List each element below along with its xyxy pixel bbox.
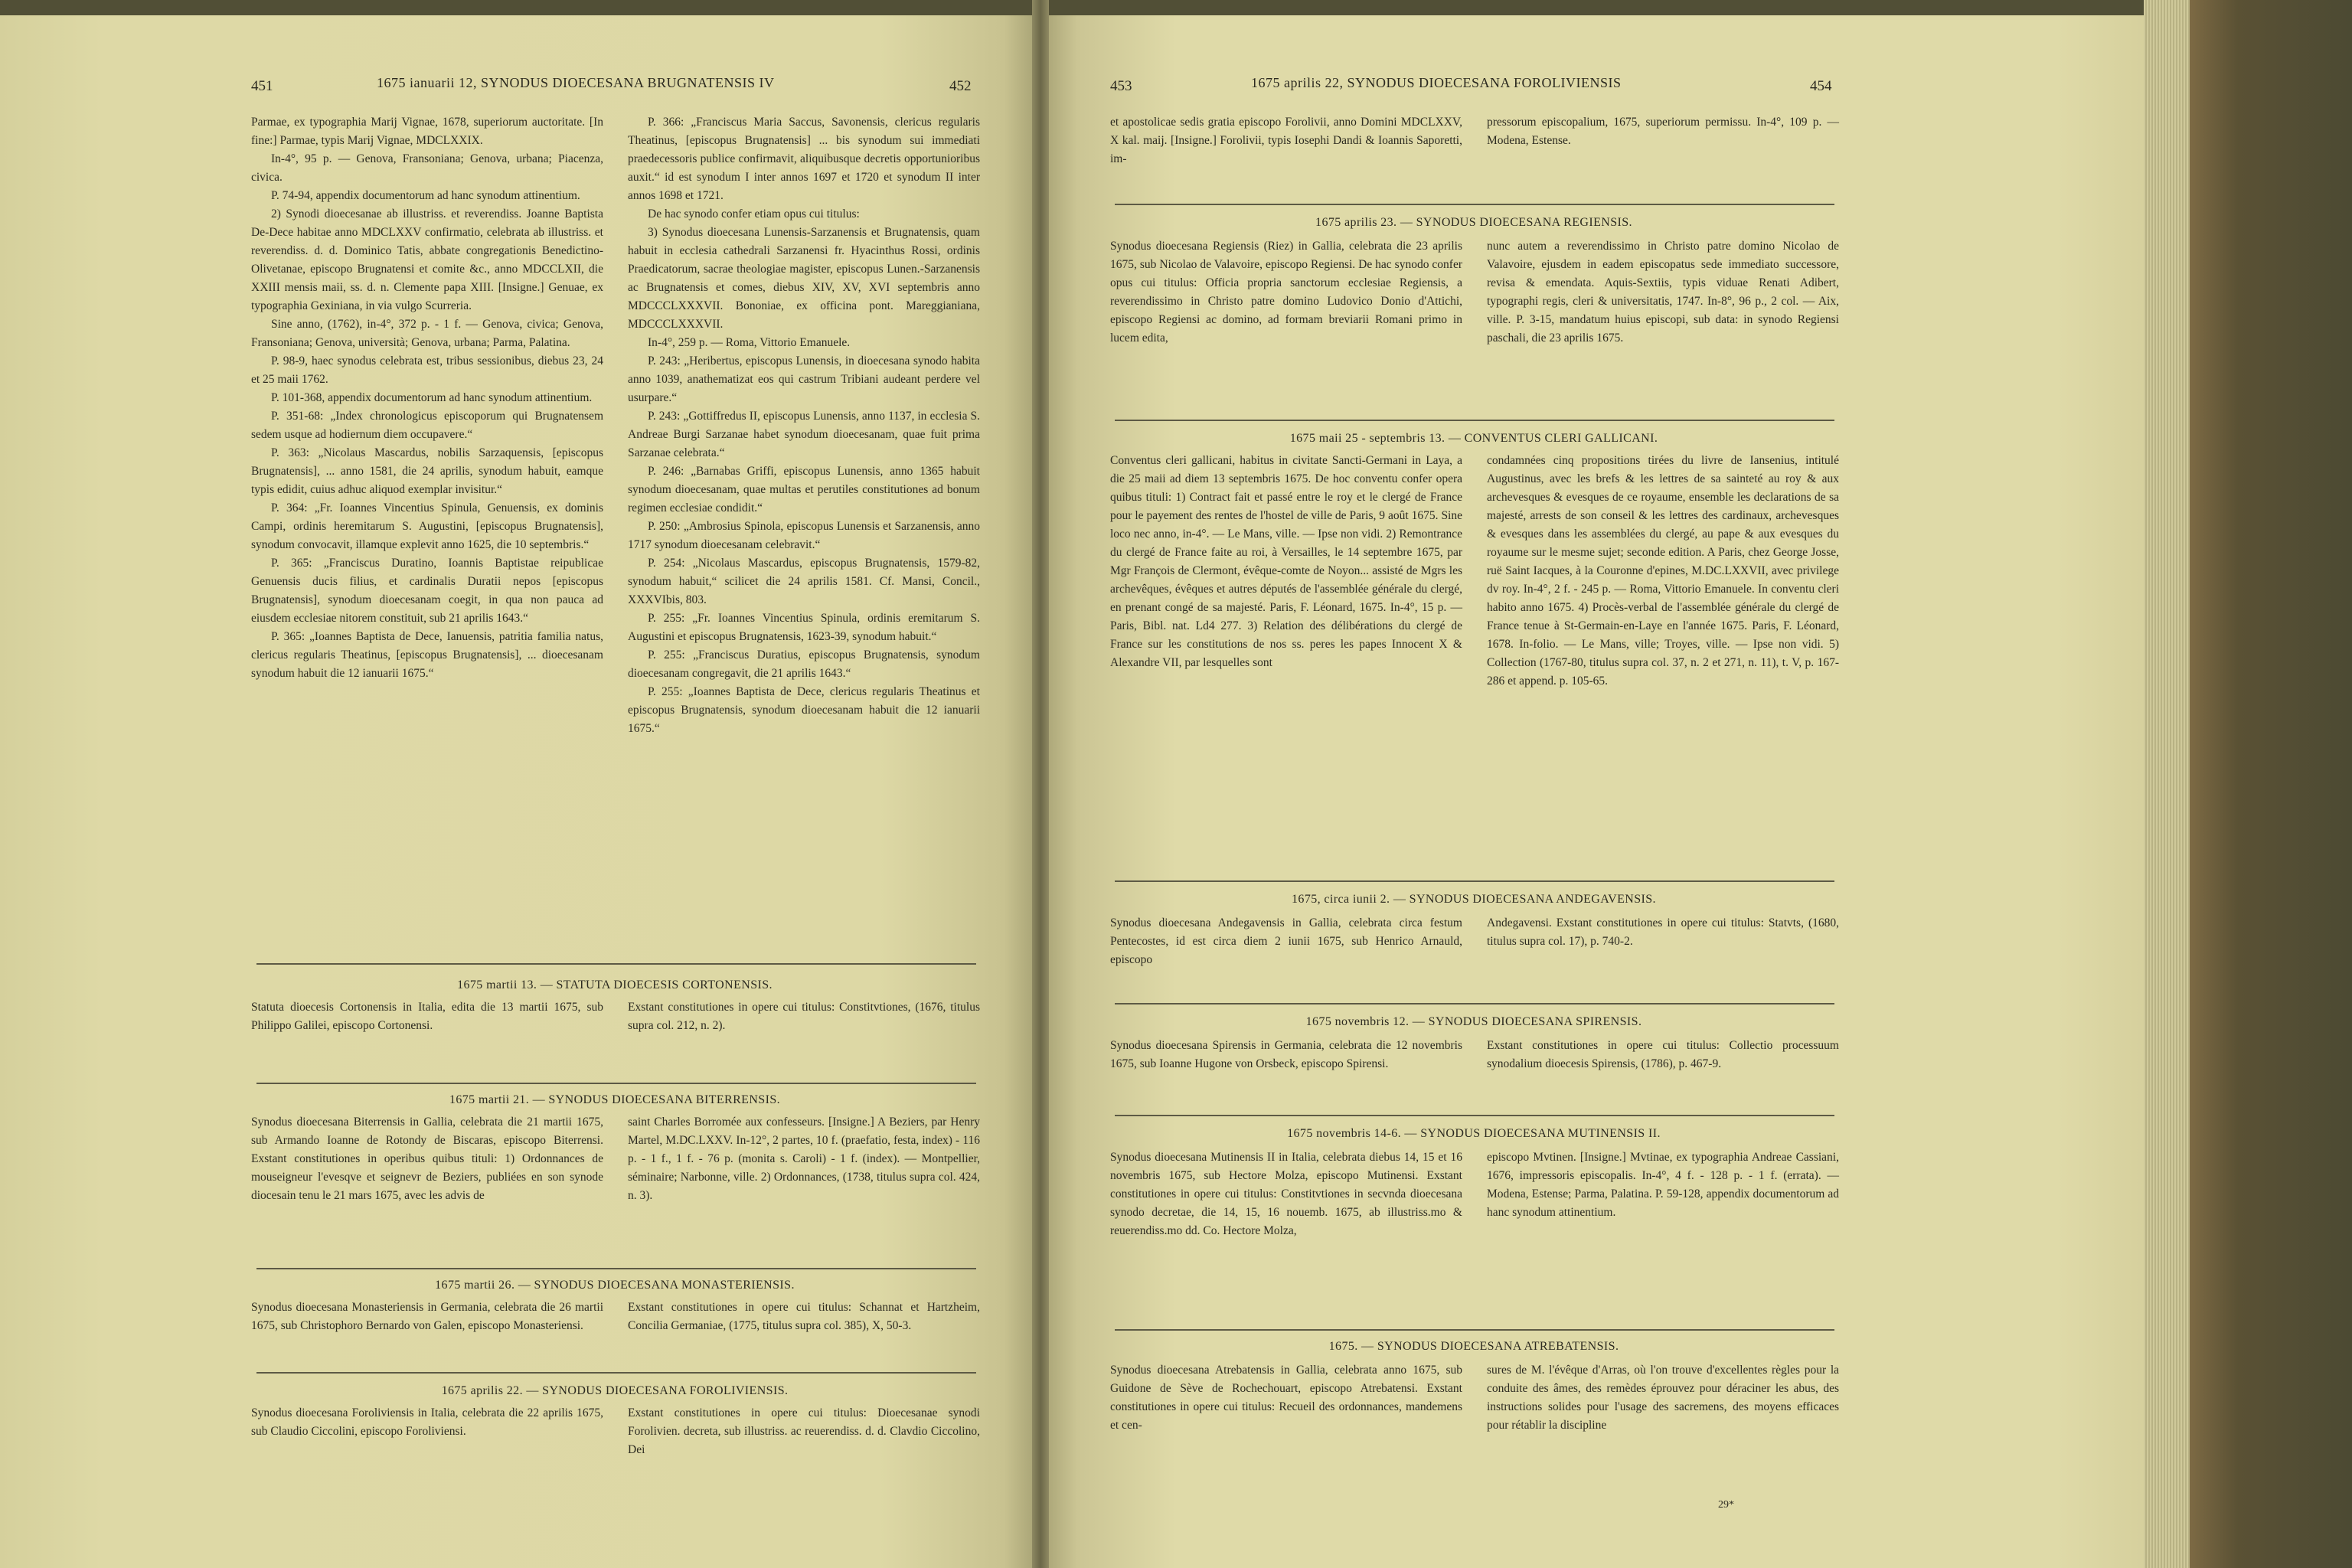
section-gallicani-b: condamnées cinq propositions tirées du livre de Iansenius, intitulé Augustinus, avec les brefs & les lettres de sa sainteté au roy & aux archevesques & evesques de ce royaume, ensemble les declarations de sa majesté, arrests de son conseil & les lettres des cardinaux, archevesques & evesques dans les assemblées du clergé, au pape & aux evesques du royaume sur le mesme sujet; seconde edition. A Paris, chez George Josse, ruë Saint Iacques, à la Couronne d'epines, M.DC.LXXVII, avec privilege dv roy. In-4°, 2 f. - 245 p. — Roma, Vittorio Emanuele. In conventu cleri habito anno 1675. 4) Procès-verbal de l'assemblée générale du clergé de France tenue à St-Germain-en-Laye en l'année 1675. Paris, F. Léonard, 1678. In-folio. — Le Mans, ville; Troyes, ville. — Ipse non vidi. 5) Collection (1767-80, titulus supra col. 37, n. 2 et 271, n. 11), t. V, p. 167-286 et append. p. 105-65. [1487,454,1839,688]
section-biterrensis-a: Synodus dioecesana Biterrensis in Gallia, celebrata die 21 martii 1675, sub Armando Ioanne de Rotondy de Biscaras, episcopo Biterrensi. Exstant constitutiones in operibus quibus tituli: 1) Ordonnances de mouseigneur l'evesqve et seignevr de Beziers, publiées en son synode diocesain tenu le 21 mars 1675, avec les advis de [251,1116,603,1202]
section-rule [1115,880,1834,882]
paragraph: P. 366: „Franciscus Maria Saccus, Savonensis, clericus regularis Theatinus, [episcopus Brugnatensis] ... bis synodum sui immediati praedecessoris publice confirmavit, aliquibusque decretis opportunioribus auxit.“ id est synodum I inter annos 1697 et 1720 et synodum II inter annos 1698 et 1721. [628,116,980,202]
section-heading-foroliviensis: 1675 aprilis 22. — SYNODUS DIOECESANA FOROLIVIENSIS. [441,1384,789,1397]
section-heading-spirensis: 1675 novembris 12. — SYNODUS DIOECESANA SPIRENSIS. [1305,1015,1642,1028]
section-monasteriensis-a: Synodus dioecesana Monasteriensis in Germania, celebrata die 26 martii 1675, sub Christophoro Bernardo von Galen, episcopo Monasteriensi. [251,1301,603,1332]
section-andegavensis-a: Synodus dioecesana Andegavensis in Gallia, celebrata circa festum Pentecostes, id est circa diem 2 iunii 1675, sub Henrico Arnauld, episcopo [1110,916,1462,966]
book-cover-edge [2190,0,2352,1568]
section-gallicani-a: Conventus cleri gallicani, habitus in civitate Sancti-Germani in Laya, a die 25 maii ad diem 13 septembris 1675. De hoc conventu confer opera quibus tituli: 1) Contract fait et passé entre le roy et le clergé de France pour le payement des rentes de l'hostel de ville de Paris, 9 août 1675. Sine loco nec anno, in-4°. — Le Mans, ville. — Ipse non vidi. 2) Remontrance du clergé de France faite au roi, à Versailles, le 14 septembre 1675, par Mgr François de Clermont, évêque-comte de Noyon... assisté de Mgrs les archevêques, évêques et autres députés de l'assemblée générale du clergé, en prenant congé de sa majesté. Paris, F. Léonard, 1675. In-4°, 15 p. — Paris, Bibl. nat. Ld4 277. 3) Relation des délibérations du clergé de France sur les constitutions de nos ss. peres les papes Innocent X & Alexandre VII, par lesquelles sont [1110,454,1462,669]
right-top-a: et apostolicae sedis gratia episcopo Forolivii, anno Domini MDCLXXV, X kal. maij. [Insigne.] Forolivii, typis Iosephi Dandi & Ioannis Saporetti, im- [1110,116,1462,165]
section-rule [1115,1115,1834,1116]
running-head-right: 1675 aprilis 22, SYNODUS DIOECESANA FOROLIVIENSIS [1251,75,1622,90]
section-heading-biterrensis: 1675 martii 21. — SYNODUS DIOECESANA BITERRENSIS. [449,1093,781,1106]
section-rule [1115,1003,1834,1004]
paragraph: P. 74-94, appendix documentorum ad hanc synodum attinentium. [271,189,580,202]
right-page [1044,15,2144,1568]
section-regiensis-b: nunc autem a reverendissimo in Christo patre domino Nicolao de Valavoire, ejusdem in eadem episcopatus sede immediato successore, revisa & emendata. Aquis-Sextiis, typis viduae Renati Adibert, typographi regis, cleri & universitatis, 1747. In-8°, 96 p., 2 col. — Aix, ville. P. 3-15, mandatum huius episcopi, sub data: in synodo Regiensi paschali, die 23 aprilis 1675. [1487,240,1839,345]
paragraph: P. 246: „Barnabas Griffi, episcopus Lunensis, anno 1365 habuit synodum dioecesanam, quae multas et perutiles constitutiones ad bonum regimen ecclesiae condidit.“ [628,465,980,514]
section-biterrensis-b: saint Charles Borromée aux confesseurs. [Insigne.] A Beziers, par Henry Martel, M.DC.LXXV. In-12°, 2 partes, 10 f. (praefatio, festa, index) - 116 p. - 1 f., 1 f. - 76 p. (monita s. Caroli) - 1 f. (index). — Montpellier, séminaire; Narbonne, ville. 2) Ordonnances, (1738, titulus supra col. 424, n. 3). [628,1116,980,1202]
section-spirensis-a: Synodus dioecesana Spirensis in Germania, celebrata die 12 novembris 1675, sub Ioanne Hugone von Orsbeck, episcopo Spirensi. [1110,1039,1462,1070]
section-heading-regiensis: 1675 aprilis 23. — SYNODUS DIOECESANA REGIENSIS. [1315,216,1632,229]
section-mutinensis-b: episcopo Mvtinen. [Insigne.] Mvtinae, ex typographia Andreae Cassiani, 1676, impressoris episcopalis. In-4°, 4 f. - 128 p. - 1 f. (errata). — Modena, Estense; Parma, Palatina. P. 59-128, appendix documentorum ad hanc synodum attinentium. [1487,1151,1839,1219]
page-stack-edge [2144,0,2190,1568]
paragraph: P. 365: „Franciscus Duratino, Ioannis Baptistae reipublicae Genuensis ducis filius, et cardinalis Duratii nepos [episcopus Brugnatensis], synodum dioecesanam coegit, in qua non pauca ad eiusdem ecclesiae nitorem constituit, sub 21 aprilis 1643.“ [251,557,603,625]
running-head-left: 1675 ianuarii 12, SYNODUS DIOECESANA BRUGNATENSIS IV [377,75,775,90]
section-mutinensis-a: Synodus dioecesana Mutinensis II in Italia, celebrata diebus 14, 15 et 16 novembris 1675, sub Hectore Molza, episcopo Mutinensi. Exstant constitutiones in opere cui titulus: Constitvtiones in secvnda dioecesana synodo decretae, die 14, 15, 16 nouemb. 1675, ab illustriss.mo & reuerendiss.mo dd. Co. Hectore Molza, [1110,1151,1462,1237]
paragraph: P. 351-68: „Index chronologicus episcoporum qui Brugnatensem sedem usque ad hodiernum diem occupavere.“ [251,410,603,441]
page-number-453: 453 [1110,78,1132,94]
section-atrebatensis-b: sures de M. l'évêque d'Arras, où l'on trouve d'excellentes règles pour la conduite des âmes, des remèdes éprouvez pour déraciner les abus, des instructions solides pour l'usage des sacremens, des moyens efficaces pour rétablir la discipline [1487,1364,1839,1432]
section-regiensis-a: Synodus dioecesana Regiensis (Riez) in Gallia, celebrata die 23 aprilis 1675, sub Nicolao de Valavoire, episcopo Regiensi. De hac synodo confer opus cui titulus: Officia propria sanctorum ecclesiae Regiensis, a reverendissimo in Christo patre domino Ludovico Donio d'Attichi, episcopo Regiensi ac domino, ad formam breviarii Romani primo in lucem edita, [1110,240,1462,345]
paragraph: P. 250: „Ambrosius Spinola, episcopus Lunensis et Sarzanensis, anno 1717 synodum dioecesanam celebravit.“ [628,520,980,551]
section-rule [256,1372,976,1374]
paragraph: Sine anno, (1762), in-4°, 372 p. - 1 f. — Genova, civica; Genova, Fransoniana; Genova, università; Genova, urbana; Parma, Palatina. [251,318,603,349]
page-number-454: 454 [1810,78,1832,94]
page-number-451: 451 [251,78,273,94]
paragraph: P. 363: „Nicolaus Mascardus, nobilis Sarzaquensis, [episcopus Brugnatensis], ... anno 1581, die 24 aprilis, synodum habuit, eamque typis edidit, cuius adhuc aliquod exemplar invisitur.“ [251,446,603,496]
section-rule [256,1268,976,1269]
section-heading-cortonensis: 1675 martii 13. — STATUTA DIOECESIS CORTONENSIS. [457,978,773,991]
paragraph: P. 255: „Ioannes Baptista de Dece, clericus regularis Theatinus et episcopus Brugnatensis, synodum dioecesanam habuit die 12 ianuarii 1675.“ [628,685,980,735]
section-cortonensis-b: Exstant constitutiones in opere cui titulus: Constitvtiones, (1676, titulus supra col. 212, n. 2). [628,1001,980,1032]
paragraph: P. 243: „Gottiffredus II, episcopus Lunensis, anno 1137, in ecclesia S. Andreae Burgi Sarzanae habet synodum dioecesanam, quae fuit prima Sarzanae celebrata.“ [628,410,980,459]
left-column-b [628,113,980,738]
paragraph: P. 364: „Fr. Ioannes Vincentius Spinula, Genuensis, ex dominis Campi, ordinis heremitarum S. Augustini, [episcopus Brugnatensis], synodum convocavit, illamque explevit anno 1625, die 10 septembris.“ [251,501,603,551]
section-foroliviensis-a: Synodus dioecesana Foroliviensis in Italia, celebrata die 22 aprilis 1675, sub Claudio Ciccolini, episcopo Foroliviensi. [251,1406,603,1438]
page-number-452: 452 [949,78,972,94]
paragraph: 2) Synodi dioecesanae ab illustriss. et reverendiss. Joanne Baptista De-Dece habitae anno MDCLXXV confirmatio, celebrata ab illustriss. et reverendiss. d. d. Dominico Tatis, abbate congregationis Benedictino-Olivetanae, episcopo Brugnatensi et comite &c., anno MDCCLXII, die XXIII mensis maii, ss. d. n. Clemente papa XIII. [Insigne.] Genuae, ex typographia Gexiniana, in via vulgo Scurreria. [251,207,603,312]
book-gutter [1032,0,1049,1568]
right-top-b: pressorum episcopalium, 1675, superiorum permissu. In-4°, 109 p. — Modena, Estense. [1487,116,1839,147]
paragraph: Parmae, ex typographia Marij Vignae, 1678, superiorum auctoritate. [In fine:] Parmae, typis Marij Vignae, MDCLXXIX. [251,116,603,147]
section-spirensis-b: Exstant constitutiones in opere cui titulus: Collectio processuum synodalium dioecesis Spirensis, (1786), p. 467-9. [1487,1039,1839,1070]
section-atrebatensis-a: Synodus dioecesana Atrebatensis in Gallia, celebrata anno 1675, sub Guidone de Sève de Rochechouart, episcopo Atrebatensi. Exstant constitutiones in opere cui titulus: Recueil des ordonnances, mandemens et cen- [1110,1364,1462,1432]
signature-mark: 29* [1718,1499,1734,1511]
section-rule [1115,204,1834,205]
section-heading-atrebatensis: 1675. — SYNODUS DIOECESANA ATREBATENSIS. [1328,1340,1619,1353]
paragraph: P. 254: „Nicolaus Mascardus, episcopus Brugnatensis, 1579-82, synodum habuit,“ scilicet die 24 aprilis 1581. Cf. Mansi, Concil., XXXVIbis, 803. [628,557,980,606]
paragraph: P. 255: „Franciscus Duratius, episcopus Brugnatensis, synodum dioecesanam congregavit, die 21 aprilis 1643.“ [628,648,980,680]
section-rule [256,963,976,965]
paragraph: P. 98-9, haec synodus celebrata est, tribus sessionibus, diebus 23, 24 et 25 maii 1762. [251,354,603,386]
paragraph: P. 243: „Heribertus, episcopus Lunensis, in dioecesana synodo habita anno 1039, anathematizat eos qui castrum Tribiani audeant perdere vel usurpare.“ [628,354,980,404]
left-page [0,15,1035,1568]
section-foroliviensis-b: Exstant constitutiones in opere cui titulus: Dioecesanae synodi Forolivien. decreta, sub illustriss. ac reuerendiss. d. d. Clavdio Ciccolino, Dei [628,1406,980,1456]
section-andegavensis-b: Andegavensi. Exstant constitutiones in opere cui titulus: Statvts, (1680, titulus supra col. 17), p. 740-2. [1487,916,1839,948]
section-cortonensis-a: Statuta dioecesis Cortonensis in Italia, edita die 13 martii 1675, sub Philippo Galilei, episcopo Cortonensi. [251,1001,603,1032]
paragraph: 3) Synodus dioecesana Lunensis-Sarzanensis et Brugnatensis, quam habuit in ecclesia cathedrali Sarzanensi fr. Hyacinthus Rossi, ordinis Praedicatorum, sacrae theologiae magister, episcopus Lunen.-Sarzanensis ac Brugnatensis et comes, diebus XIV, XV, XVI septembris anno MDCCCLXXXVII. Bononiae, ex officina pont. Mareggianiana, MDCCCLXXXVII. [628,226,980,331]
paragraph: In-4°, 95 p. — Genova, Fransoniana; Genova, urbana; Piacenza, civica. [251,152,603,184]
paragraph: In-4°, 259 p. — Roma, Vittorio Emanuele. [648,336,851,349]
left-column-a [251,113,603,683]
section-monasteriensis-b: Exstant constitutiones in opere cui titulus: Schannat et Hartzheim, Concilia Germaniae, (1775, titulus supra col. 385), X, 50-3. [628,1301,980,1332]
section-heading-monasteriensis: 1675 martii 26. — SYNODUS DIOECESANA MONASTERIENSIS. [435,1279,795,1292]
section-heading-mutinensis: 1675 novembris 14-6. — SYNODUS DIOECESANA MUTINENSIS II. [1287,1127,1661,1140]
paragraph: P. 365: „Ioannes Baptista de Dece, Ianuensis, patritia familia natus, clericus regularis Theatinus, [episcopus Brugnatensis], ... dioecesanam synodum habuit die 12 ianuarii 1675.“ [251,630,603,680]
section-rule [1115,420,1834,421]
section-heading-andegavensis: 1675, circa iunii 2. — SYNODUS DIOECESANA ANDEGAVENSIS. [1292,893,1656,906]
section-rule [256,1083,976,1084]
paragraph: P. 101-368, appendix documentorum ad hanc synodum attinentium. [271,391,593,404]
section-rule [1115,1329,1834,1331]
paragraph: P. 255: „Fr. Ioannes Vincentius Spinula, ordinis eremitarum S. Augustini et episcopus Brugnatensis, 1623-39, synodum habuit.“ [628,612,980,643]
paragraph: De hac synodo confer etiam opus cui titulus: [648,207,860,220]
section-heading-gallicani: 1675 maii 25 - septembris 13. — CONVENTUS CLERI GALLICANI. [1289,432,1658,445]
